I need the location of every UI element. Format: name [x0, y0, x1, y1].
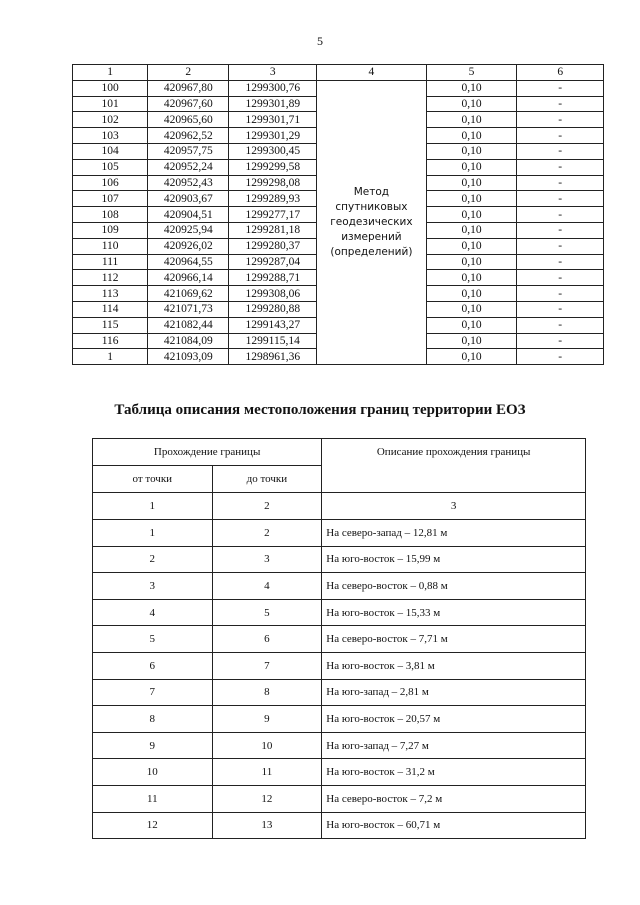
y-coordinate: 1299300,76: [229, 80, 317, 96]
note: -: [517, 317, 604, 333]
from-point: 4: [93, 599, 213, 626]
bounds-column-numbers: [93, 493, 586, 520]
to-point: 7: [212, 652, 322, 679]
coords-header-cell: 2: [148, 65, 229, 81]
point-number: 110: [73, 238, 148, 254]
y-coordinate: 1299300,45: [229, 143, 317, 159]
header-passage: Прохождение границы: [93, 439, 322, 466]
accuracy: 0,10: [426, 301, 517, 317]
y-coordinate: 1299115,14: [229, 333, 317, 349]
note: -: [517, 191, 604, 207]
table-row: [73, 80, 604, 96]
boundary-description: На юго-восток – 20,57 м: [322, 706, 586, 733]
note: -: [517, 175, 604, 191]
note: -: [517, 286, 604, 302]
point-number: 116: [73, 333, 148, 349]
boundary-description: На северо-восток – 0,88 м: [322, 573, 586, 600]
col-number: 2: [212, 493, 322, 520]
measurement-method: [317, 80, 426, 364]
y-coordinate: 1299301,29: [229, 128, 317, 144]
method-line: измерений: [341, 230, 402, 243]
from-point: 6: [93, 652, 213, 679]
accuracy: 0,10: [426, 317, 517, 333]
coords-header-cell: 6: [517, 65, 604, 81]
y-coordinate: 1299143,27: [229, 317, 317, 333]
col-number: 3: [322, 493, 586, 520]
from-point: 11: [93, 785, 213, 812]
table-row: [93, 599, 586, 626]
to-point: 12: [212, 785, 322, 812]
coordinates-table: [72, 64, 604, 365]
table-row: [93, 785, 586, 812]
point-number: 107: [73, 191, 148, 207]
point-number: 106: [73, 175, 148, 191]
accuracy: 0,10: [426, 159, 517, 175]
boundary-description: На северо-запад – 12,81 м: [322, 520, 586, 547]
boundary-description: На юго-запад – 7,27 м: [322, 732, 586, 759]
x-coordinate: 421093,09: [148, 349, 229, 365]
accuracy: 0,10: [426, 286, 517, 302]
table-row: [93, 759, 586, 786]
to-point: 5: [212, 599, 322, 626]
boundary-description-table: [92, 438, 586, 839]
accuracy: 0,10: [426, 128, 517, 144]
to-point: 13: [212, 812, 322, 839]
accuracy: 0,10: [426, 238, 517, 254]
point-number: 108: [73, 207, 148, 223]
y-coordinate: 1299308,06: [229, 286, 317, 302]
accuracy: 0,10: [426, 112, 517, 128]
from-point: 7: [93, 679, 213, 706]
y-coordinate: 1299301,71: [229, 112, 317, 128]
from-point: 12: [93, 812, 213, 839]
x-coordinate: 420957,75: [148, 143, 229, 159]
x-coordinate: 421069,62: [148, 286, 229, 302]
x-coordinate: 420926,02: [148, 238, 229, 254]
accuracy: 0,10: [426, 80, 517, 96]
point-number: 104: [73, 143, 148, 159]
note: -: [517, 222, 604, 238]
col-number: 1: [93, 493, 213, 520]
table-row: [93, 573, 586, 600]
x-coordinate: 420904,51: [148, 207, 229, 223]
coords-header-row: [73, 65, 604, 81]
to-point: 3: [212, 546, 322, 573]
bounds-header-row: [93, 439, 586, 466]
accuracy: 0,10: [426, 333, 517, 349]
from-point: 3: [93, 573, 213, 600]
boundary-description: На юго-восток – 60,71 м: [322, 812, 586, 839]
from-point: 1: [93, 520, 213, 547]
point-number: 115: [73, 317, 148, 333]
method-line: (определений): [330, 245, 413, 258]
point-number: 1: [73, 349, 148, 365]
x-coordinate: 420952,24: [148, 159, 229, 175]
point-number: 111: [73, 254, 148, 270]
note: -: [517, 238, 604, 254]
point-number: 101: [73, 96, 148, 112]
point-number: 114: [73, 301, 148, 317]
point-number: 103: [73, 128, 148, 144]
header-to-point: до точки: [212, 466, 322, 493]
table-row: [93, 652, 586, 679]
y-coordinate: 1299287,04: [229, 254, 317, 270]
note: -: [517, 270, 604, 286]
method-line: геодезических: [330, 215, 413, 228]
from-point: 8: [93, 706, 213, 733]
x-coordinate: 421084,09: [148, 333, 229, 349]
to-point: 6: [212, 626, 322, 653]
table-row: [93, 732, 586, 759]
from-point: 2: [93, 546, 213, 573]
note: -: [517, 112, 604, 128]
coords-header-cell: 3: [229, 65, 317, 81]
x-coordinate: 420967,60: [148, 96, 229, 112]
x-coordinate: 420964,55: [148, 254, 229, 270]
x-coordinate: 421082,44: [148, 317, 229, 333]
method-line: спутниковых: [335, 200, 408, 213]
point-number: 105: [73, 159, 148, 175]
to-point: 4: [212, 573, 322, 600]
x-coordinate: 420966,14: [148, 270, 229, 286]
y-coordinate: 1299280,37: [229, 238, 317, 254]
x-coordinate: 420903,67: [148, 191, 229, 207]
note: -: [517, 128, 604, 144]
boundary-description: На юго-запад – 2,81 м: [322, 679, 586, 706]
from-point: 9: [93, 732, 213, 759]
coords-header-cell: 4: [317, 65, 426, 81]
page-number: 5: [317, 34, 323, 48]
accuracy: 0,10: [426, 207, 517, 223]
header-description: Описание прохождения границы: [322, 439, 586, 493]
accuracy: 0,10: [426, 175, 517, 191]
y-coordinate: 1299298,08: [229, 175, 317, 191]
to-point: 2: [212, 520, 322, 547]
boundary-description: На юго-восток – 15,33 м: [322, 599, 586, 626]
y-coordinate: 1299280,88: [229, 301, 317, 317]
to-point: 10: [212, 732, 322, 759]
table-row: [93, 679, 586, 706]
accuracy: 0,10: [426, 349, 517, 365]
note: -: [517, 301, 604, 317]
x-coordinate: 420965,60: [148, 112, 229, 128]
point-number: 102: [73, 112, 148, 128]
note: -: [517, 254, 604, 270]
boundary-description: На северо-восток – 7,71 м: [322, 626, 586, 653]
accuracy: 0,10: [426, 191, 517, 207]
coords-header-cell: 1: [73, 65, 148, 81]
y-coordinate: 1299301,89: [229, 96, 317, 112]
y-coordinate: 1299289,93: [229, 191, 317, 207]
to-point: 9: [212, 706, 322, 733]
table-row: [93, 812, 586, 839]
table-row: [93, 546, 586, 573]
note: -: [517, 143, 604, 159]
y-coordinate: 1299288,71: [229, 270, 317, 286]
table-row: [93, 706, 586, 733]
accuracy: 0,10: [426, 222, 517, 238]
to-point: 8: [212, 679, 322, 706]
table-row: [93, 520, 586, 547]
to-point: 11: [212, 759, 322, 786]
y-coordinate: 1298961,36: [229, 349, 317, 365]
y-coordinate: 1299277,17: [229, 207, 317, 223]
accuracy: 0,10: [426, 143, 517, 159]
note: -: [517, 96, 604, 112]
header-from-point: от точки: [93, 466, 213, 493]
x-coordinate: 420952,43: [148, 175, 229, 191]
note: -: [517, 349, 604, 365]
x-coordinate: 420962,52: [148, 128, 229, 144]
x-coordinate: 421071,73: [148, 301, 229, 317]
y-coordinate: 1299281,18: [229, 222, 317, 238]
point-number: 109: [73, 222, 148, 238]
coords-header-cell: 5: [426, 65, 517, 81]
point-number: 112: [73, 270, 148, 286]
accuracy: 0,10: [426, 254, 517, 270]
accuracy: 0,10: [426, 96, 517, 112]
note: -: [517, 333, 604, 349]
boundary-description: На юго-восток – 31,2 м: [322, 759, 586, 786]
accuracy: 0,10: [426, 270, 517, 286]
boundary-description: На юго-восток – 3,81 м: [322, 652, 586, 679]
x-coordinate: 420925,94: [148, 222, 229, 238]
note: -: [517, 80, 604, 96]
boundary-description: На юго-восток – 15,99 м: [322, 546, 586, 573]
from-point: 5: [93, 626, 213, 653]
section-title: Таблица описания местоположения границ территории ЕОЗ: [114, 402, 526, 418]
point-number: 100: [73, 80, 148, 96]
note: -: [517, 207, 604, 223]
point-number: 113: [73, 286, 148, 302]
from-point: 10: [93, 759, 213, 786]
boundary-description: На северо-восток – 7,2 м: [322, 785, 586, 812]
method-line: Метод: [353, 185, 390, 198]
x-coordinate: 420967,80: [148, 80, 229, 96]
note: -: [517, 159, 604, 175]
table-row: [93, 626, 586, 653]
y-coordinate: 1299299,58: [229, 159, 317, 175]
